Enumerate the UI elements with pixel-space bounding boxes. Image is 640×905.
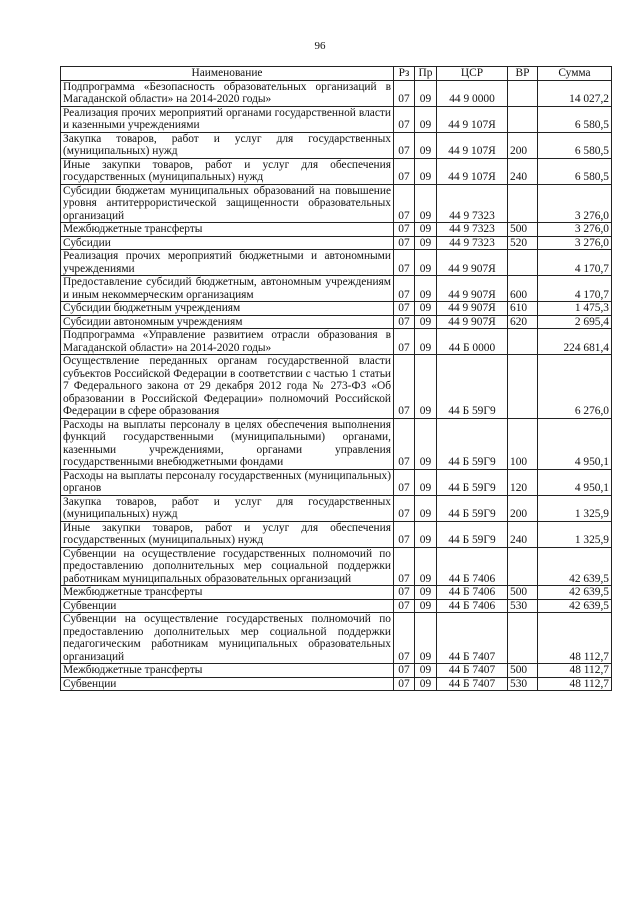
cell-sum: 4 950,1 (538, 418, 612, 469)
cell-rz: 07 (394, 418, 415, 469)
cell-vr (508, 106, 538, 132)
cell-csr: 44 9 7323 (437, 236, 508, 250)
cell-pr: 09 (415, 599, 437, 613)
table-row (61, 276, 612, 302)
cell-pr: 09 (415, 469, 437, 495)
cell-name: Субсидии (61, 236, 394, 250)
table-header-row (61, 67, 612, 81)
cell-sum: 6 580,5 (538, 158, 612, 184)
cell-sum: 1 325,9 (538, 495, 612, 521)
table-row (61, 418, 612, 469)
cell-rz: 07 (394, 276, 415, 302)
cell-name: Межбюджетные трансферты (61, 586, 394, 600)
header-sum: Сумма (538, 67, 612, 81)
cell-sum: 42 639,5 (538, 586, 612, 600)
cell-csr: 44 Б 7407 (437, 613, 508, 664)
cell-rz: 07 (394, 613, 415, 664)
cell-csr: 44 Б 59Г9 (437, 521, 508, 547)
cell-vr: 530 (508, 599, 538, 613)
cell-pr: 09 (415, 355, 437, 419)
table-row (61, 664, 612, 678)
cell-vr: 610 (508, 302, 538, 316)
table-row (61, 613, 612, 664)
cell-csr: 44 Б 7406 (437, 547, 508, 586)
cell-csr: 44 Б 7406 (437, 586, 508, 600)
cell-name: Реализация прочих мероприятий органами государственной власти и казенными учреждениями (61, 106, 394, 132)
cell-pr: 09 (415, 184, 437, 223)
cell-name: Иные закупки товаров, работ и услуг для обеспечения государственных (муниципальных) нужд (61, 158, 394, 184)
cell-pr: 09 (415, 329, 437, 355)
cell-name: Подпрограмма «Безопасность образовательных организаций в Магаданской области» на 2014-2020 годы» (61, 80, 394, 106)
cell-rz: 07 (394, 355, 415, 419)
cell-vr: 240 (508, 158, 538, 184)
cell-rz: 07 (394, 521, 415, 547)
cell-pr: 09 (415, 132, 437, 158)
table-row (61, 315, 612, 329)
cell-rz: 07 (394, 106, 415, 132)
cell-pr: 09 (415, 586, 437, 600)
cell-name: Расходы на выплаты персоналу государственных (муниципальных) органов (61, 469, 394, 495)
cell-rz: 07 (394, 132, 415, 158)
cell-sum: 6 276,0 (538, 355, 612, 419)
cell-rz: 07 (394, 495, 415, 521)
cell-csr: 44 9 907Я (437, 276, 508, 302)
cell-rz: 07 (394, 547, 415, 586)
cell-vr (508, 250, 538, 276)
table-row (61, 236, 612, 250)
cell-rz: 07 (394, 302, 415, 316)
cell-csr: 44 Б 7406 (437, 599, 508, 613)
cell-name: Субвенции на осуществление государственых полномочий по предоставлению дополнительых мер социальной поддержки педагогическим работникам муниципальных образовательных организаций (61, 613, 394, 664)
cell-name: Межбюджетные трансферты (61, 223, 394, 237)
cell-csr: 44 Б 59Г9 (437, 418, 508, 469)
cell-name: Субвенции на осуществление государственных полномочий по предоставлению дополнительных мер социальной поддержки работникам муниципальных образовательных организаций (61, 547, 394, 586)
cell-vr: 500 (508, 223, 538, 237)
cell-name: Закупка товаров, работ и услуг для государственных (муниципальных) нужд (61, 132, 394, 158)
cell-csr: 44 9 907Я (437, 250, 508, 276)
table-row (61, 521, 612, 547)
cell-csr: 44 9 0000 (437, 80, 508, 106)
cell-sum: 3 276,0 (538, 223, 612, 237)
cell-rz: 07 (394, 586, 415, 600)
cell-csr: 44 9 107Я (437, 132, 508, 158)
cell-vr: 500 (508, 586, 538, 600)
cell-vr: 100 (508, 418, 538, 469)
cell-vr (508, 547, 538, 586)
cell-sum: 48 112,7 (538, 664, 612, 678)
table-row (61, 132, 612, 158)
cell-rz: 07 (394, 315, 415, 329)
cell-pr: 09 (415, 677, 437, 691)
page-number: 96 (314, 40, 326, 52)
cell-pr: 09 (415, 158, 437, 184)
cell-name: Подпрограмма «Управление развитием отрасли образования в Магаданской области» на 2014-2020 годы» (61, 329, 394, 355)
header-pr: Пр (415, 67, 437, 81)
cell-csr: 44 9 107Я (437, 106, 508, 132)
cell-sum: 2 695,4 (538, 315, 612, 329)
header-csr: ЦСР (437, 67, 508, 81)
table-row (61, 184, 612, 223)
cell-name: Субвенции (61, 677, 394, 691)
cell-vr: 120 (508, 469, 538, 495)
cell-vr (508, 329, 538, 355)
cell-sum: 1 475,3 (538, 302, 612, 316)
cell-rz: 07 (394, 158, 415, 184)
cell-sum: 14 027,2 (538, 80, 612, 106)
cell-pr: 09 (415, 495, 437, 521)
cell-rz: 07 (394, 469, 415, 495)
cell-pr: 09 (415, 276, 437, 302)
cell-rz: 07 (394, 236, 415, 250)
cell-sum: 4 170,7 (538, 250, 612, 276)
cell-pr: 09 (415, 302, 437, 316)
cell-vr: 240 (508, 521, 538, 547)
cell-csr: 44 Б 7407 (437, 677, 508, 691)
cell-csr: 44 Б 0000 (437, 329, 508, 355)
cell-sum: 6 580,5 (538, 132, 612, 158)
cell-rz: 07 (394, 599, 415, 613)
cell-rz: 07 (394, 184, 415, 223)
cell-name: Субвенции (61, 599, 394, 613)
table-row (61, 547, 612, 586)
cell-sum: 42 639,5 (538, 599, 612, 613)
table-row (61, 329, 612, 355)
cell-name: Субсидии бюджетным учреждениям (61, 302, 394, 316)
cell-sum: 48 112,7 (538, 677, 612, 691)
cell-sum: 3 276,0 (538, 236, 612, 250)
cell-rz: 07 (394, 223, 415, 237)
cell-sum: 6 580,5 (538, 106, 612, 132)
header-name: Наименование (61, 67, 394, 81)
cell-pr: 09 (415, 613, 437, 664)
cell-csr: 44 9 907Я (437, 315, 508, 329)
cell-rz: 07 (394, 329, 415, 355)
cell-vr: 530 (508, 677, 538, 691)
cell-vr: 520 (508, 236, 538, 250)
cell-csr: 44 9 907Я (437, 302, 508, 316)
cell-csr: 44 Б 59Г9 (437, 495, 508, 521)
cell-vr: 200 (508, 495, 538, 521)
cell-sum: 48 112,7 (538, 613, 612, 664)
cell-csr: 44 9 7323 (437, 223, 508, 237)
cell-vr (508, 80, 538, 106)
cell-rz: 07 (394, 80, 415, 106)
table-body (61, 80, 612, 691)
cell-sum: 4 950,1 (538, 469, 612, 495)
table-row (61, 106, 612, 132)
table-row (61, 223, 612, 237)
cell-pr: 09 (415, 223, 437, 237)
cell-csr: 44 Б 59Г9 (437, 469, 508, 495)
cell-csr: 44 Б 59Г9 (437, 355, 508, 419)
cell-name: Осуществление переданных органам государственной власти субъектов Российской Федерации в соответствии с частью 1 статьи 7 Федерального закона от 29 декабря 2012 года № 273-ФЗ «Об образовании в Российской Федерации» полномочий Российской Федерации в сфере образования (61, 355, 394, 419)
header-vr: ВР (508, 67, 538, 81)
cell-pr: 09 (415, 106, 437, 132)
budget-table (60, 66, 612, 691)
table-row (61, 80, 612, 106)
cell-name: Реализация прочих мероприятий бюджетными и автономными учреждениями (61, 250, 394, 276)
cell-csr: 44 9 7323 (437, 184, 508, 223)
table-row (61, 302, 612, 316)
table-row (61, 158, 612, 184)
cell-pr: 09 (415, 664, 437, 678)
cell-csr: 44 Б 7407 (437, 664, 508, 678)
cell-vr (508, 184, 538, 223)
table-row (61, 599, 612, 613)
cell-pr: 09 (415, 236, 437, 250)
cell-rz: 07 (394, 677, 415, 691)
cell-name: Межбюджетные трансферты (61, 664, 394, 678)
table-row (61, 469, 612, 495)
cell-pr: 09 (415, 521, 437, 547)
table-row (61, 355, 612, 419)
cell-sum: 1 325,9 (538, 521, 612, 547)
cell-name: Закупка товаров, работ и услуг для государственных (муниципальных) нужд (61, 495, 394, 521)
cell-pr: 09 (415, 547, 437, 586)
cell-sum: 4 170,7 (538, 276, 612, 302)
table-row (61, 677, 612, 691)
cell-name: Расходы на выплаты персоналу в целях обеспечения выполнения функций государственными (муниципальными) органами, казенными учреждениями, органами управления государственными внебюджетными фондами (61, 418, 394, 469)
cell-sum: 224 681,4 (538, 329, 612, 355)
cell-vr (508, 613, 538, 664)
header-rz: Рз (394, 67, 415, 81)
cell-pr: 09 (415, 250, 437, 276)
table-row (61, 495, 612, 521)
cell-pr: 09 (415, 418, 437, 469)
cell-name: Предоставление субсидий бюджетным, автономным учреждениям и иным некоммерческим организациям (61, 276, 394, 302)
table-row (61, 586, 612, 600)
table-row (61, 250, 612, 276)
cell-vr: 600 (508, 276, 538, 302)
cell-rz: 07 (394, 664, 415, 678)
cell-pr: 09 (415, 315, 437, 329)
cell-vr: 200 (508, 132, 538, 158)
cell-pr: 09 (415, 80, 437, 106)
cell-rz: 07 (394, 250, 415, 276)
cell-sum: 42 639,5 (538, 547, 612, 586)
cell-vr: 620 (508, 315, 538, 329)
cell-vr: 500 (508, 664, 538, 678)
cell-name: Иные закупки товаров, работ и услуг для обеспечения государственных (муниципальных) нужд (61, 521, 394, 547)
cell-name: Субсидии бюджетам муниципальных образований на повышение уровня антитеррористической защищенности образовательных организаций (61, 184, 394, 223)
cell-csr: 44 9 107Я (437, 158, 508, 184)
cell-vr (508, 355, 538, 419)
cell-sum: 3 276,0 (538, 184, 612, 223)
cell-name: Субсидии автономным учреждениям (61, 315, 394, 329)
